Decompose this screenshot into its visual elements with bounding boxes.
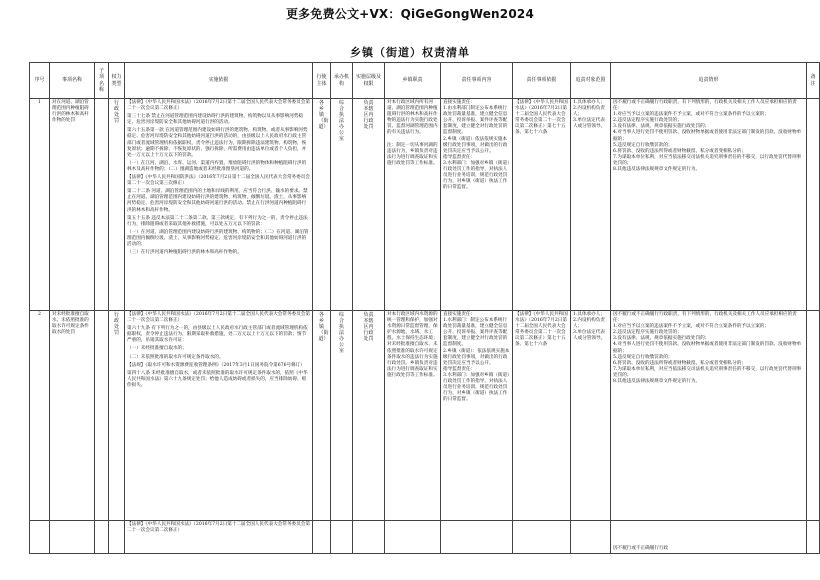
- accountability-situations: 因不履行或不正确履行行政职责，有下列情形的，行政机关及相关工作人员应承担相应的责任： 1.对应当予以立案的违法案件不予立案，或对不符合立案条件的予以立案的； 2.违反法定程序实施行政处罚的； 3.没有法律、法规、规章依据实施行政处罚的； 4.对当事人进行处罚不使用罚款、没收财物单据或者使用非法定部门制发的罚款、没收财物单据的； 5.违反规定自行收缴罚款的； 6.将罚款、没收的违法所得或者财物截留、私分或者变相私分的； 7.为谋取本单位私利，对应当依法移交司法机关追究刑事责任的不移交，以行政处罚代替刑事处罚的； 8.其他违反法律法规规章文件规定的行为。: [613, 100, 802, 173]
- executing-body: 各乡镇（街道）: [318, 100, 329, 130]
- row-number: [30, 521, 50, 554]
- sub-item-name: [95, 99, 109, 311]
- remark: [807, 311, 820, 521]
- legal-basis: [125, 99, 313, 311]
- township-duty: [385, 521, 441, 554]
- executing-body: [313, 521, 331, 554]
- handling-office: 综合执法办公室: [338, 312, 344, 354]
- responsibility-basis: 【法律】《中华人民共和国水法》（2016年7月2日第十二届全国人民代表大会常务委员会第二十一次会议第二次修正）第七十五条、第七十六条: [513, 311, 571, 521]
- basis-paragraph: （一）未经批准擅自取水的；: [127, 346, 187, 352]
- header-cell: 事项名称: [50, 63, 95, 99]
- header-cell: 实施依据: [125, 63, 313, 99]
- table-row: [30, 99, 820, 311]
- handling-office: 综合执法办公室: [338, 100, 344, 142]
- township-duty: 对本行政区域内水资源的统一管理和保护，加强对水资源日常监督管理，保护水源地、水域、水工程，水土保持生态环境；对未经批准擅自取水、未依照批准的取水许可规定条件取水的违法行为实施行政处罚。乡镇负责对违法行为进行调查取证和实施行政处罚等工作标准。: [387, 312, 438, 378]
- basis-paragraph: 第四十八条 未经批准擅自取水，或者未依照批准的取水许可规定条件取水的，依照《中华人民共和国水法》第六十九条规定处罚；给他人造成妨碍或者损失的，应当排除妨碍、赔偿损失。: [127, 370, 308, 388]
- power-responsibility-table: [29, 62, 820, 554]
- implementation-level: 负责本辖区内行政处罚: [363, 100, 374, 130]
- power-type: 行政处罚: [113, 312, 119, 336]
- responsibility-content: 直接实施责任： 1.由水利部门制定公布本系统行政处罚裁量基准，建立健全信息公开、投诉举报、案件评查等配套制度，建立健全对行政处罚的监督制度。 2.乡镇（街道）依法依规实施本级行政处罚事项，对做出的行政处罚决定应当予以公开。 指导监督责任： 3.水利部门：加强对乡镇（街道）行政处罚工作的指导，对执法人员进行业务培训，规范行政处罚行为，对乡镇（街道）执法工作的日常监督。: [443, 100, 510, 191]
- basis-paragraph: 第三十七条 禁止在河道管理范围内建设妨碍行洪的建筑物、构筑物以及从事影响河势稳定、危害河岸堤防安全和其他妨碍河道行洪的活动。: [127, 114, 304, 126]
- header-row: [30, 63, 820, 99]
- header-cell: 承办机构: [331, 63, 353, 99]
- responsibility-content: 直接实施责任： 1.水利部门：制定公布本系统行政处罚裁量基准，建立健全信息公开、投诉举报、案件评查等配套制度，建立健全对行政处罚的监督制度。 2.乡镇（街道）：依法依规实施本级行政处罚事项，对做出的行政处罚决定应当予以公开。 指导监督责任： 3.水利部门：加强对乡镇（街道）行政处罚工作的指导，对执法人员进行业务培训，规范行政处罚行为，对乡镇（街道）执法工作的日常监督。: [443, 312, 510, 403]
- basis-paragraph: 第二十二条 河道、湖泊管理范围内的土地和岸线的利用，应当符合行洪、输水的要求。禁止在河道、湖泊管理范围内建设妨碍行洪的建筑物、构筑物，倾倒垃圾、渣土，从事影响河势稳定、危害河岸堤防安全和其他妨碍河道行洪的活动。禁止在行洪河道内种植阻碍行洪的林木和高秆作物。: [127, 189, 308, 213]
- table-row: [30, 311, 820, 521]
- header-cell: 追责对象范围: [571, 63, 611, 99]
- basis-paragraph: 【法律】《中华人民共和国水法》（2016年7月2日第十二届全国人民代表大会常务委员会第二十一次会议第二次修正）: [127, 312, 310, 324]
- item-name: 对在河道、湖泊管理范围内种植阻碍行洪的林木和高秆作物的处罚: [50, 99, 95, 311]
- remark: [807, 521, 820, 554]
- basis-paragraph: （一）在江河、湖泊、水库、运河、渠道内弃置、堆放阻碍行洪的物体和种植阻碍行洪的林木及高秆作物的；（二）围湖造地或者未经批准围垦河道的。: [127, 160, 307, 172]
- implementation-level: [353, 521, 385, 554]
- header-cell: 责任事项依据: [513, 63, 571, 99]
- header-cell: 子项名称: [95, 63, 109, 99]
- table-row: [30, 521, 820, 554]
- legal-basis: [125, 311, 313, 521]
- accountability-situations: 因不履行或不正确履行行政职责，有下列情形的，行政机关及相关工作人员应承担相应的责任： 1.对应当予以立案的违法案件不予立案，或对不符合立案条件的予以立案的； 2.违反法定程序实施行政处罚的； 3.没有法律、法规、规章依据实施行政处罚的； 4.对当事人进行处罚不使用罚款、没收财物单据或者使用非法定部门制发的罚款、没收财物单据的； 5.违反规定自行收缴罚款的； 6.将罚款、没收的违法所得或者财物截留、私分或者变相私分的； 7.为谋取本单位私利，对应当依法移交司法机关追究刑事责任的不移交，以行政处罚代替刑事处罚的； 8.其他违反法律法规规章文件规定的行为。: [613, 312, 802, 385]
- basis-paragraph: 第六十五条第一款 在河道管理范围内建设妨碍行洪的建筑物、构筑物，或者从事影响河势稳定、危害河岸堤防安全和其他妨碍河道行洪的活动的，由县级以上人民政府水行政主管部门或者流域管理机构依据职权，责令停止违法行为，限期拆除违法建筑物、构筑物，恢复原状；逾期不拆除、不恢复原状的，强行拆除，所需费用由违法单位或者个人负担，并处一万元以上十万元以下的罚款。: [127, 128, 308, 158]
- township-duty: 对本行政区域内所有河道、湖泊管理范围内种植阻碍行洪的林木和高秆作物的违法行为实施行政处罚。监督河湖管理范围内的有关违法行为。 注：制定一切从事河湖的违法行为，乡镇负责对违法行为进行调查取证和实施行政处罚等工作标准。: [387, 100, 438, 166]
- header-cell: 权力类型: [109, 63, 125, 99]
- handling-office: [331, 521, 353, 554]
- basis-paragraph: 第六十九条 有下列行为之一的，由县级以上人民政府水行政主管部门或者流域管理机构依据职权，责令停止违法行为，限期采取补救措施，处二万元以上十万元以下的罚款；情节严重的，吊销其取水许可证：: [127, 326, 308, 344]
- legal-basis: 【法律】《中华人民共和国水法》（2016年7月2日第十二届全国人民代表大会常务委员会第二十一次会议第二次修正）: [125, 521, 313, 554]
- basis-paragraph: 【法律】《中华人民共和国水法》（2016年7月2日第十二届全国人民代表大会常务委员会第二十一次会议第二次修正）: [127, 100, 310, 112]
- power-type: 行政处罚: [113, 100, 119, 124]
- row-number: 2: [30, 311, 50, 521]
- responsibility-basis: 【法律】《中华人民共和国水法》（2016年7月2日第十二届全国人民代表大会常务委员会第二十一次会议第二次修正）第七十五条、第七十六条: [513, 99, 571, 311]
- sub-item-name: [95, 311, 109, 521]
- power-type: [109, 521, 125, 554]
- basis-paragraph: 【法规】《取水许可和水资源费征收管理条例》（2017年3月1日国务院令第676号修订）: [127, 362, 305, 368]
- accountability-situations: 因不履行或不正确履行行政: [611, 521, 807, 554]
- promo-banner: 更多免费公文+VX：QiGeGongWen2024: [285, 7, 534, 21]
- header-cell: 行使主体: [313, 63, 331, 99]
- accountability-scope: [571, 521, 611, 554]
- basis-paragraph: 【法律】《中华人民共和国防洪法》（2016年7月2日第十二届全国人民代表大会常务委员会第二十一次会议第三次修正）: [127, 175, 310, 187]
- implementation-level: 负责本辖区内行政处罚: [363, 312, 374, 342]
- header-cell: 乡镇职责: [385, 63, 441, 99]
- responsibility-basis: [513, 521, 571, 554]
- basis-paragraph: （二）未依照批准的取水许可规定条件取水的。: [127, 354, 224, 360]
- header-cell: 实施层级及权限: [353, 63, 385, 99]
- item-name: 对未经批准擅自取水、未依照批准的取水许可规定条件取水的处罚: [50, 311, 95, 521]
- basis-paragraph: 第五十五条 违反本法第二十二条第二款、第三款规定，有下列行为之一的，责令停止违法行为，排除阻碍或者采取其他补救措施，可以处五万元以下的罚款：: [127, 215, 308, 227]
- document-title: 乡镇（街道）权责清单: [350, 46, 470, 59]
- item-name: [50, 521, 95, 554]
- header-cell: 备注: [807, 63, 820, 99]
- header-cell: 序号: [30, 63, 50, 99]
- remark: [807, 99, 820, 311]
- basis-paragraph: （一）在河道、湖泊管理范围内建设妨碍行洪的建筑物、构筑物的；（二）在河道、湖泊管理范围内倾倒垃圾、渣土，从事影响河势稳定、危害河岸堤防安全和其他妨碍河道行洪的活动的；: [127, 229, 309, 247]
- basis-paragraph: （三）在行洪河道内种植阻碍行洪的林木和高秆作物的。: [127, 250, 242, 256]
- accountability-scope: 1.具体承办人； 2.内设机构负责人； 3.单位法定代表人或分管领导。: [573, 312, 606, 342]
- accountability-scope: 1.具体承办人； 2.内设机构负责人； 3.单位法定代表人或分管领导。: [573, 100, 606, 130]
- responsibility-content: [441, 521, 513, 554]
- header-cell: 追责情形: [611, 63, 807, 99]
- row-number: 1: [30, 99, 50, 311]
- executing-body: 各乡镇（街道）: [318, 312, 329, 342]
- sub-item-name: [95, 521, 109, 554]
- header-cell: 责任事项内容: [441, 63, 513, 99]
